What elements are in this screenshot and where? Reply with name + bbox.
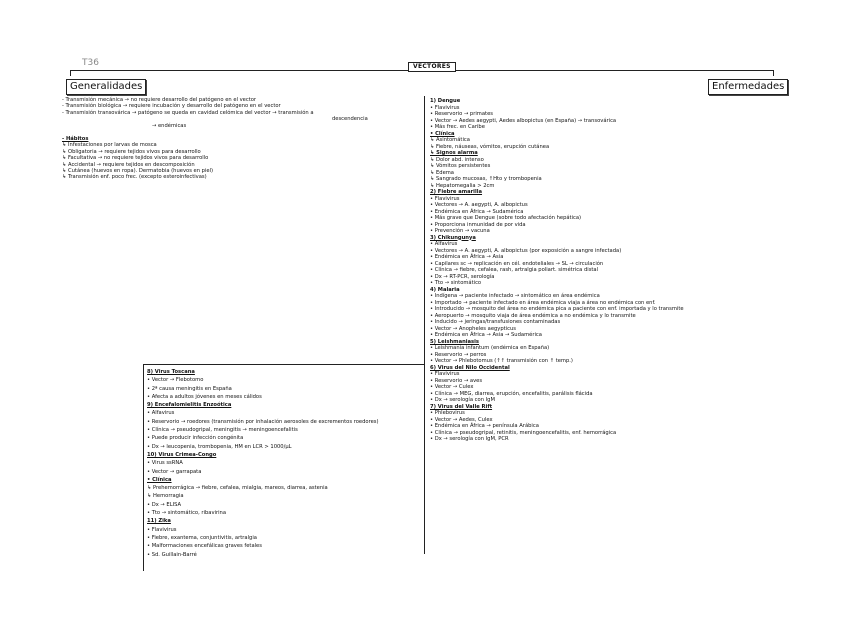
section-heading: 6) Virus del Nilo Occidental — [430, 364, 510, 371]
note-line: • Vector → garrapata — [147, 468, 202, 475]
general-line: → endémicas — [152, 122, 187, 129]
note-line: • Importado → paciente infectado en área endémica viaja a área no endémica con enf. — [430, 299, 656, 306]
diseases-right-column — [430, 98, 684, 443]
general-notes — [62, 97, 368, 129]
note-line: ↳ Hepatomegalia > 2cm — [430, 182, 495, 189]
heading-diseases: Enfermedades — [708, 79, 788, 95]
note-line: • Flavivirus — [147, 526, 177, 533]
note-line: ↳ Vómitos persistentes — [430, 163, 491, 169]
note-line: • Reservorio → primates — [430, 111, 493, 117]
note-line: ↳ Edema — [430, 169, 454, 176]
note-line: • Sd. Guillain-Barré — [147, 551, 197, 558]
section-heading: 10) Virus Crimea-Congo — [147, 451, 217, 458]
habits-line: ↳ Transmisión enf. poco frec. (excepto esteroinfectivas) — [62, 174, 207, 181]
note-line: • Clínica → fiebre, cefalea, rash, artralgia poliart. simétrica distal — [430, 267, 599, 273]
note-line: • Clínica → pseudogripal, meningitis → meningoencefalitis — [147, 427, 298, 434]
note-line: ↳ Fiebre, náuseas, vómitos, erupción cutánea — [430, 143, 550, 150]
note-line: • Tto → sintomático — [430, 280, 482, 286]
note-line: • Inducido → jeringas/transfusiones contaminadas — [430, 319, 561, 325]
habits-line: ↳ Infestaciones por larvas de mosca — [62, 142, 157, 149]
note-line: ↳ Dolor abd. intenso — [430, 156, 484, 163]
section-heading: ↳ Signos alarma — [430, 150, 478, 156]
habits-line: ↳ Accidental → requiere tejidos en descomposición — [62, 161, 195, 168]
note-line: • Dx → serología con IgM — [430, 397, 495, 403]
title-rule-left-tick — [70, 70, 71, 76]
note-line: • Reservorio → roedores (transmisión por inhalación aerosoles de excrementos roedores) — [147, 418, 379, 425]
note-line: • Introducido → mosquito del área no endémica pica a paciente con enf. importada y lo transmite — [430, 306, 684, 312]
heading-general: Generalidades — [66, 79, 146, 95]
section-heading: 2) Fiebre amarilla — [430, 189, 483, 195]
section-heading: 8) Virus Toscana — [147, 369, 195, 375]
title-rule-right-tick — [773, 70, 774, 76]
habits-notes — [62, 136, 213, 181]
note-line: • Endémica en África → Asia — [430, 254, 504, 260]
habits-heading: - Hábitos — [62, 136, 89, 142]
note-line: ↳ Hemorragia — [147, 493, 184, 500]
note-line: • Alfavirus — [430, 241, 458, 247]
note-line: • Clínica → pseudogripal, retinitis, meningoencefalitis, enf. hemorrágica — [430, 429, 617, 436]
note-line: ↳ Asintomática — [430, 137, 470, 143]
note-line: • Proporciona inmunidad de por vida — [430, 221, 526, 228]
note-line: • Vectores → A. aegypti, A. albopictus (por exposición a sangre infectada) — [430, 247, 622, 254]
note-line: • Vectores → A. aegypti, A. albopictus — [430, 202, 528, 208]
note-line: • Alfavirus — [147, 410, 175, 417]
habits-line: ↳ Obligatoria → requiere tejidos vivos para desarrollo — [62, 148, 201, 155]
note-line: • Más frec. en Caribe — [430, 124, 485, 130]
habits-line: ↳ Facultativa → no requiere tejidos vivos para desarrollo — [62, 155, 209, 162]
note-line: • Vector → Culex — [430, 384, 474, 390]
page-title: VECTORES — [408, 62, 456, 72]
note-line: ↳ Sangrado mucosas, ↑Hto y trombopenia — [430, 176, 542, 182]
note-line: • Reservorio → aves — [430, 377, 483, 384]
note-line: • Dx → serología con IgM, PCR — [430, 436, 509, 442]
note-line: ↳ Prehemorrágica → fiebre, cefalea, mialgia, mareos, diarrea, astenia — [147, 485, 328, 492]
note-line: • Clínica → MEG, diarrea, erupción, encefalitis, parálisis flácida — [430, 390, 593, 397]
note-line: • Capilares sc → replicación en cél. endoteliales → SL → circulación — [430, 260, 604, 267]
note-line: • Vector → Aedes aegypti, Aedes albopictus (en España) → transovárica — [430, 117, 617, 124]
section-heading: • Clínica — [147, 476, 172, 483]
section-heading: 1) Dengue — [430, 98, 461, 104]
note-line: • Malformaciones encefálicas graves fetales — [147, 543, 262, 550]
general-line: - Transmisión mecánica → no requiere desarrollo del patógeno en el vector — [62, 97, 257, 103]
note-line: • Flavivirus — [430, 195, 460, 202]
note-line: • Indígena → paciente infectado → sintomático en área endémica — [430, 293, 600, 299]
section-heading: 7) Virus del Valle Rift — [430, 403, 493, 410]
section-heading: 3) Chikungunya — [430, 234, 476, 241]
note-line: • Endémica en África → Sudamérica — [430, 208, 524, 215]
note-line: • Prevención → vacuna — [430, 228, 490, 234]
note-line: • Flavivirus — [430, 371, 460, 377]
general-line: descendencia — [332, 116, 368, 123]
habits-line: ↳ Cutánea (huevos en ropa). Dermatobia (huevos en piel) — [62, 168, 214, 175]
note-line: • Reservorio → perros — [430, 351, 487, 358]
note-line: • Afecta a adultos jóvenes en meses cálidos — [147, 393, 262, 400]
diseases-left-column — [147, 368, 379, 559]
note-line: • Vector → Phlebotomus (↑↑ transmisión con ↑ temp.) — [430, 358, 573, 364]
note-line: • Leishmania infantum (endémica en España) — [430, 345, 550, 351]
note-line: • Dx → RT-PCR, serología — [430, 273, 495, 280]
note-line: • 2ª causa meningitis en España — [147, 385, 232, 392]
note-line: • Endémica en África → Asia → Sudamérica — [430, 332, 542, 338]
note-line: • Vector → Anopheles aegypticus — [430, 325, 516, 332]
note-line: • Endémica en África → península Arábica — [430, 423, 539, 429]
note-line: • Vector → Aedes, Culex — [430, 416, 493, 423]
note-line: • Dx → ELISA — [147, 501, 182, 508]
section-heading: 11) Zika — [147, 518, 171, 525]
section-heading: 4) Malaria — [430, 286, 460, 293]
page-number: T36 — [82, 58, 99, 68]
section-heading: 5) Leishmaniasis — [430, 338, 480, 345]
section-heading: • Clínica — [430, 130, 455, 137]
note-line: • Puede producir infección congénita — [147, 435, 244, 442]
note-line: • Más grave que Dengue (sobre todo afectación hepática) — [430, 215, 582, 221]
note-line: • Vector → Flebotomo — [147, 377, 204, 384]
note-line: • Tto → sintomático, ribavirina — [147, 510, 226, 517]
note-line: • Virus ssRNA — [147, 460, 183, 467]
section-heading: 9) Encefalomielitis Enzoótica — [147, 402, 232, 409]
note-line: • Fiebre, exantema, conjuntivitis, artralgia — [147, 534, 257, 541]
general-line: - Transmisión biológica → requiere incubación y desarrollo del patógeno en el vector — [62, 103, 281, 110]
general-line: - Transmisión transovárica → patógeno se queda en cavidad celómica del vector → transmisión a — [62, 109, 314, 116]
note-line: • Dx → leucopenia, trombopenia, HM en LCR > 1000/μL — [147, 443, 292, 450]
note-line: • Aeropuerto → mosquito viaja de área endémica a no endémica y lo transmite — [430, 312, 636, 319]
note-line: • Phlebovirus — [430, 410, 465, 416]
note-line: • Flavivirus — [430, 104, 460, 111]
